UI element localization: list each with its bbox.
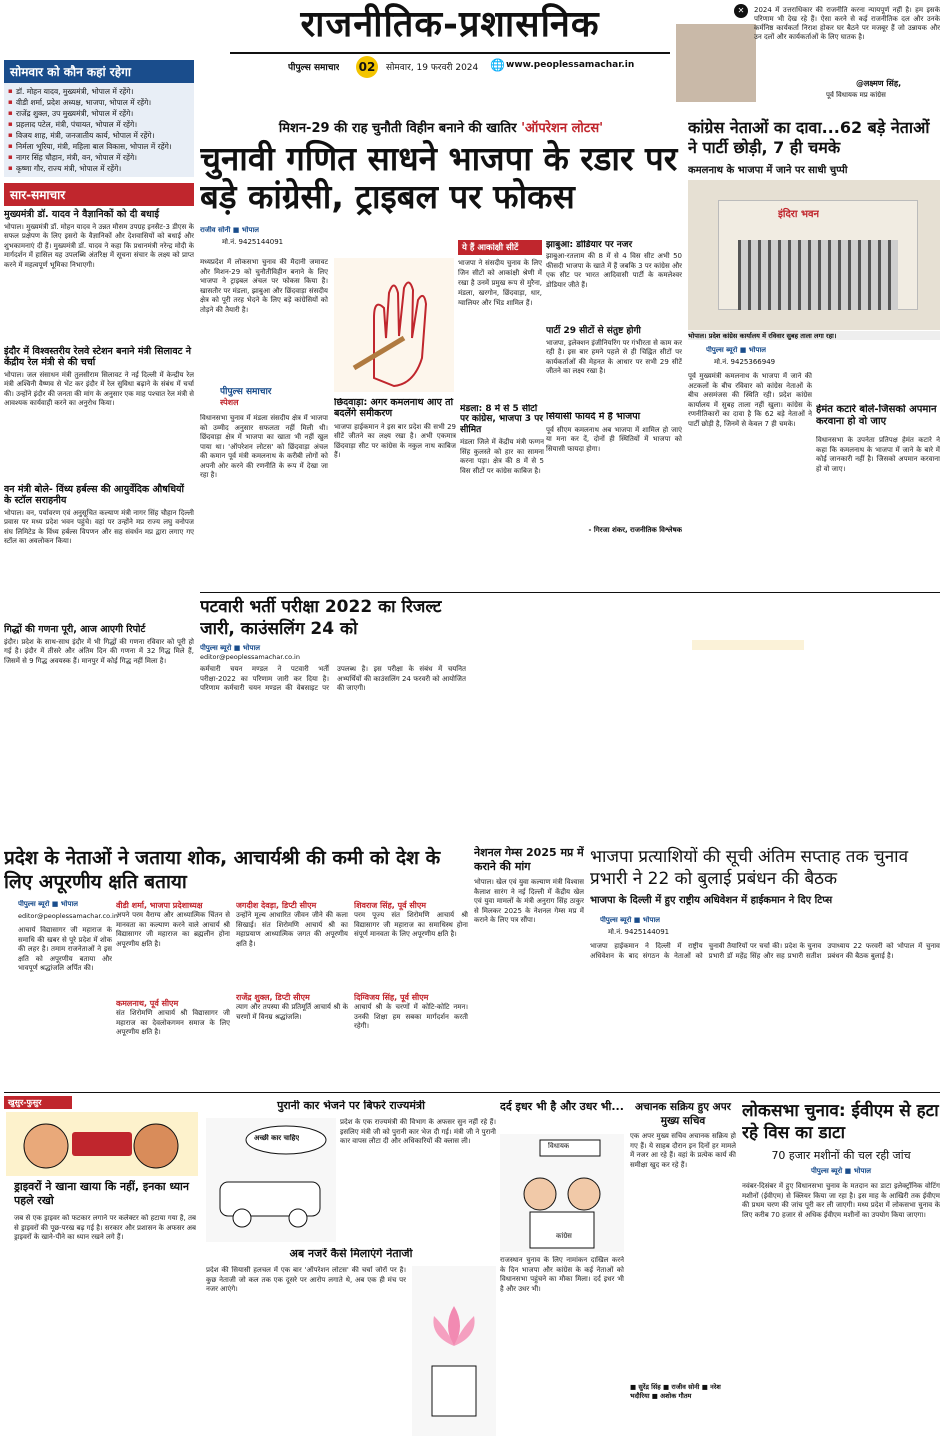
evm-story bbox=[742, 1100, 940, 1440]
leader-4 bbox=[354, 900, 468, 990]
special-tag bbox=[220, 384, 320, 408]
list-item: ▪ विजय शाह, मंत्री, जनजातीय कार्य, भोपाल में रहेंगे। bbox=[8, 130, 190, 141]
sar-title-4: गिद्धों की गणना पूरी, आज आएगी रिपोर्ट bbox=[4, 623, 146, 635]
congress-story bbox=[688, 118, 940, 590]
shok-email: editor@peoplessamachar.co.in bbox=[18, 912, 118, 920]
rajyamantri-story bbox=[206, 1100, 496, 1440]
sar-text-2: भोपाल। जल संसाधन मंत्री तुलसीराम सिलावट ने नई दिल्ली में केन्द्रीय रेल मंत्री अश्विनी वैष्णव से भेंट कर इंदौर में रेल सुविधा बढ़ाने के संबंध में चर्चा की। उन्होंने इंदौर की जनता की मांग के अनुसार एक माह पश्चात रेल मंत्री से आवश्यक कार्यवाही करने का अनुरोध किया। bbox=[4, 370, 194, 408]
date: सोमवार, 19 फरवरी 2024 bbox=[386, 63, 479, 73]
website[interactable]: www.peoplessamachar.in bbox=[506, 60, 635, 70]
leader-name: शिवराज सिंह, पूर्व सीएम bbox=[354, 901, 427, 910]
lotus-cartoon-icon bbox=[412, 1266, 496, 1436]
mandla-title: मंडला: 8 में से 5 सीटों पर कांग्रेस, भाजपा 3 पर सीमित bbox=[460, 404, 543, 435]
portrait-photo bbox=[676, 24, 756, 102]
leader-2 bbox=[236, 900, 348, 990]
list-item: ▪ डॉ. मोहन यादव, मुख्यमंत्री, भोपाल में रहेंगे। bbox=[8, 86, 190, 97]
sar-header: सार-समाचार bbox=[4, 183, 194, 206]
list-item: ▪ निर्मला भूरिया, मंत्री, महिला बाल विकास, भोपाल में रहेंगे। bbox=[8, 141, 190, 152]
bjp-list-headline: भाजपा प्रत्याशियों की सूची अंतिम सप्ताह तक चुनाव प्रभारी ने 22 को बुलाई प्रबंधन की बैठक bbox=[590, 847, 909, 889]
bjp-list-sub: भाजपा के दिल्ली में हुए राष्ट्रीय अधिवेशन में हाईकमान ने दिए टिप्स bbox=[590, 895, 833, 906]
sar-title-3: वन मंत्री बोले- विंध्य हर्बल्स की आयुर्वेदिक औषधियों के स्टॉल सराहनीय bbox=[4, 483, 185, 506]
patwari-story bbox=[200, 596, 466, 840]
leader-name: राजेंद्र शुक्ल, डिप्टी सीएम bbox=[236, 993, 310, 1002]
lead-text-2: विधानसभा चुनाव में मंडला संसदीय क्षेत्र में भाजपा को उम्मीद अनुसार सफलता नहीं मिली थी। छिंदवाड़ा क्षेत्र में भाजपा का खाता भी नहीं खुल पाया था। 'ऑपरेशन लोटस' को छिंदवाड़ा अंचल की कमान पूर्व मंत्री कमलनाथ के करीबी लोगों को अपनी ओर करने की रणनीति के रूप में देखा जा रहा है। bbox=[200, 414, 328, 479]
bubble-text: अच्छी कार चाहिए bbox=[254, 1134, 300, 1142]
hemant-title: हेमंत कटारे बोले-जिसको अपमान करवाना हो वो जाए bbox=[816, 404, 937, 427]
lotus-cartoon bbox=[412, 1266, 496, 1436]
masthead bbox=[230, 2, 670, 102]
congress-sign: कांग्रेस bbox=[556, 1232, 572, 1240]
congress-caption: भोपाल। प्रदेश कांग्रेस कार्यालय में रविवार सुबह ताला लगा रहा। bbox=[688, 331, 940, 340]
najre-text: प्रदेश की सियासी हलचल में एक बार 'ऑपरेशन लोटस' की चर्चा जोरों पर है। कुछ नेताजी जो कल तक एक दूसरे पर आरोप लगाते थे, अब एक ही मंच पर नजर आएंगे। bbox=[206, 1266, 406, 1293]
leader-6 bbox=[116, 998, 230, 1086]
fayde-block bbox=[546, 412, 682, 588]
table-cell bbox=[748, 662, 804, 664]
leader-text: अपने परम वैराग्य और आध्यात्मिक चिंतन से मानवता का कल्याण करने वाले आचार्य श्री विद्यासागर जी महाराज का ब्रह्मलीन होना अपूरणीय क्षति है। bbox=[116, 911, 230, 948]
dard-story bbox=[500, 1100, 624, 1440]
patwari-email: editor@peoplessamachar.co.in bbox=[200, 653, 300, 661]
congress-text-right bbox=[816, 346, 940, 406]
khusur-text: जब से एक ड्राइवर को फटकार लगाने पर कलेक्टर को हटाया गया है, तब से ड्राइवरों की पूछ-परख बढ़ गई है। सरकार और प्रशासन के अफसर अब ड्राइवरों के खाने-पीने का ध्यान रखने लगे हैं। bbox=[14, 1214, 196, 1241]
zimmedar-text bbox=[810, 643, 940, 793]
aakanksha-text: भाजपा ने संसदीय चुनाव के लिए जिन सीटों को आकांक्षी श्रेणी में रखा है उनमें प्रमुख रूप से मुरैना, मंडला, खरगोन, छिंदवाड़ा, धार, ग्वालियर और भिंड शामिल हैं। bbox=[458, 259, 542, 307]
khusur-label: खुसुर-फुसुर bbox=[4, 1096, 72, 1109]
shok-text: आचार्य विद्यासागर जी महाराज के समाधि की खबर से पूरे प्रदेश में शोक की लहर है। तमाम राजनेताओं ने इस क्षति को अपूरणीय बताया और भावपूर्ण श्रद्धांजलि अर्पित की। bbox=[18, 926, 112, 972]
bjp-list-text: भाजपा हाईकमान ने दिल्ली में राष्ट्रीय अधिवेशन के बाद संगठन के नेताओं को चुनावी तैयारियों पर चर्चा की। प्रदेश के चुनाव प्रभारी डॉ महेंद्र सिंह और सह प्रभारी सतीश उपाध्याय 22 फरवरी को भोपाल में चुनाव प्रबंधन की बैठक बुलाई है। bbox=[590, 942, 940, 960]
patwari-text: कर्मचारी चयन मण्डल ने पटवारी भर्ती परीक्षा-2022 का परिणाम जारी कर दिया है। परिणाम कर्मचारी चयन मण्डल की वेबसाइट पर उपलब्ध है। इस परीक्षा के संबंध में चयनित अभ्यर्थियों की काउंसलिंग 24 फरवरी को आयोजित की जाएगी। bbox=[200, 665, 466, 692]
fayde-author: - गिरजा शंकर, राजनीतिक विश्लेषक bbox=[588, 525, 682, 534]
dard-text: राजस्थान चुनाव के लिए नामांकन दाखिल करने के दिन भाजपा और कांग्रेस के कई नेताओं को विधानसभा पहुंचने का मौका मिला। दर्द इधर भी है और उधर भी। bbox=[500, 1256, 624, 1293]
rajyamantri-headline: पुरानी कार भेजने पर बिफरे राज्यमंत्री bbox=[277, 1100, 425, 1112]
santusht-title: पार्टी 29 सीटों से संतुष्ट होगी bbox=[546, 326, 641, 337]
evm-byline: पीपुल्स ब्यूरो ■ भोपाल bbox=[810, 1167, 871, 1175]
list-item: ▪ वीडी शर्मा, प्रदेश अध्यक्ष, भाजपा, भोपाल में रहेंगे। bbox=[8, 97, 190, 108]
globe-icon: 🌐 bbox=[490, 58, 505, 72]
table-cell bbox=[692, 648, 748, 650]
leader-text: उन्होंने मूल्य आधारित जीवन जीने की कला सिखाई। संत शिरोमणि आचार्य श्री का महाप्रयाण आध्यात्मिक जगत की अपूरणीय क्षति है। bbox=[236, 911, 348, 948]
sar-text-3: भोपाल। वन, पर्यावरण एवं अनुसूचित कल्याण मंत्री नागर सिंह चौहान दिल्ली प्रवास पर मध्य प्रदेश भवन पहुंचे। वहां पर उन्होंने मप्र राज्य लघु वनोपज संघ लिमिटेड के विंध्य हर्बल्स विपणन और सह संवर्धन मप्र द्वारा लगाए गए स्टॉल का अवलोकन किया। bbox=[4, 508, 194, 546]
congress-text: पूर्व मुख्यमंत्री कमलनाथ के भाजपा में जाने की अटकलों के बीच रविवार को कांग्रेस नेताओं के बीच असमंजस की स्थिति रही। प्रदेश कांग्रेस कार्यालय में सुबह ताला नहीं खुला। कांग्रेस के रणनीतिकारों का दावा है कि 62 बड़े नेताओं ने पार्टी छोड़ी है, जिनमें से केवल 7 ही चमके। bbox=[688, 372, 812, 428]
games-text: भोपाल। खेल एवं युवा कल्याण मंत्री विश्वास कैलाश सारंग ने नई दिल्ली में केंद्रीय खेल एवं युवा मामलों के मंत्री अनुराग सिंह ठाकुर से मिलकर 2025 के नेशनल गेम्स मप्र में कराने के लिए पत्र सौंपा। bbox=[474, 878, 584, 924]
sachiv-headline: अचानक सक्रिय हुए अपर मुख्य सचिव bbox=[635, 1101, 731, 1127]
games-headline: नेशनल गेम्स 2025 मप्र में कराने की मांग bbox=[474, 846, 584, 873]
leader-name: कमलनाथ, पूर्व सीएम bbox=[116, 999, 179, 1008]
bjp-list-phone: मो.नं. 9425144091 bbox=[608, 928, 670, 936]
sar-text-4: इंदौर। प्रदेश के साथ-साथ इंदौर में भी गिद्धों की गणना रविवार को पूरी हो गई है। इंदौर में तीसरे और अंतिम दिन की गणना में 32 गिद्ध मिले हैं, जिसमें से 9 गिद्ध अवयस्क हैं। मानपुर में कोई गिद्ध नहीं मिला है। bbox=[4, 637, 194, 665]
najre-headline: अब नजरें कैसे मिलाएंगे नेताजी bbox=[289, 1248, 413, 1260]
congress-headline: कांग्रेस नेताओं का दावा...62 बड़े नेताओं ने पार्टी छोड़ी, 7 ही चमके bbox=[688, 118, 930, 157]
cartoon-faces-icon bbox=[6, 1112, 198, 1176]
bjp-list-byline: पीपुल्स ब्यूरो ■ भोपाल bbox=[600, 916, 661, 924]
building-sign: इंदिरा भवन bbox=[778, 209, 820, 220]
mandla-block bbox=[460, 404, 544, 588]
rules-table bbox=[692, 640, 804, 650]
sachiv-story bbox=[630, 1100, 736, 1440]
hand-lotus-icon bbox=[334, 258, 454, 392]
fayde-title: सियासी फायदे में है भाजपा bbox=[546, 412, 641, 422]
leader-name: दिग्विजय सिंह, पूर्व सीएम bbox=[354, 993, 429, 1002]
car-cartoon bbox=[206, 1118, 336, 1242]
left-sidebar bbox=[4, 60, 194, 800]
who-where-header: सोमवार को कौन कहां रहेगा bbox=[4, 60, 194, 83]
top5-table bbox=[692, 654, 804, 664]
rajyamantri-text: प्रदेश के एक राज्यमंत्री की विभाग के अफसर सुन नहीं रहे हैं। इसलिए मंत्री जी को पुरानी कार भेज दी गई। मंत्री जी ने पुरानी कार वापस लौटा दी और अधिकारियों की क्लास ली। bbox=[340, 1118, 496, 1145]
leader-text: परम पूज्य संत शिरोमणि आचार्य श्री विद्यासागर जी महाराज का समाधिस्थ होना संपूर्ण मानवता के लिए अपूरणीय क्षति है। bbox=[354, 911, 468, 938]
list-item: ▪ राजेंद्र शुक्ल, उप मुख्यमंत्री, भोपाल में रहेंगे। bbox=[8, 108, 190, 119]
congress-phone: मो.नं. 9425366949 bbox=[714, 358, 776, 366]
sar-text-1: भोपाल। मुख्यमंत्री डॉ. मोहन यादव ने उन्नत मौसम उपग्रह इनसैट-3 डीएस के सफल प्रक्षेपण के लिए इसरो के वैज्ञानिकों और देशवासियों को बधाई और शुभकामनाएं दी हैं। मुख्यमंत्री डॉ. यादव ने कहा कि प्रधानमंत्री नरेन्द्र मोदी के मार्गदर्शन में हासिल यह उपलब्धि अंतरिक्ष में सूचना संचार के लक्ष्य को प्राप्त करने में महत्वपूर्ण भूमिका निभाएगी। bbox=[4, 222, 194, 269]
special-sub: स्पेशल bbox=[220, 398, 239, 407]
divider bbox=[4, 1092, 940, 1093]
leader-text: संत शिरोमणि आचार्य श्री विद्यासागर जी महाराज का देवलोकगमन समाज के लिए अपूरणीय क्षति है। bbox=[116, 1009, 230, 1036]
lead-headline: चुनावी गणित साधने भाजपा के रडार पर बड़े कांग्रेसी, ट्राइबल पर फोकस bbox=[200, 139, 678, 216]
aakanksha-box bbox=[458, 240, 542, 400]
leader-text: त्याग और तपस्या की प्रतिमूर्ति आचार्य श्री के चरणों में विनम्र श्रद्धांजलि। bbox=[236, 1003, 348, 1021]
lead-kicker: मिशन-29 की राह चुनौती विहीन बनाने की खातिर bbox=[278, 121, 517, 136]
shok-story bbox=[4, 846, 468, 1088]
hemant-text: विधानसभा के उपनेता प्रतिपक्ष हेमंत कटारे ने कहा कि कमलनाथ के भाजपा में जाने के बारे में कोई जानकारी नहीं है। जिसको अपमान करवाना हो वो जाए। bbox=[816, 436, 940, 473]
chhindwara-text: भाजपा हाईकमान ने इस बार प्रदेश की सभी 29 सीटें जीतने का लक्ष्य रखा है। अभी एकमात्र छिंदवाड़ा सीट पर कांग्रेस के नकुल नाथ काबिज हैं। bbox=[334, 422, 456, 460]
divider bbox=[200, 592, 940, 593]
leader-name: वीडी शर्मा, भाजपा प्रदेशाध्यक्ष bbox=[116, 901, 203, 910]
patwari-byline: पीपुल्स ब्यूरो ■ भोपाल bbox=[200, 644, 261, 652]
lead-story bbox=[200, 118, 682, 590]
table-cell bbox=[692, 662, 748, 664]
bjp-list-story bbox=[590, 846, 940, 1088]
dard-bubble: विधायक bbox=[548, 1142, 570, 1150]
santusht-text: भाजपा, इलेक्शन इंजीनियरिंग पर गंभीरता से काम कर रही है। इस बार हमने पहले से ही चिह्नित सीटों पर कार्यकर्ताओं की मेहनत के आधार पर सभी 29 सीटें जीतने का लक्ष्य रखा है। bbox=[546, 338, 682, 376]
quote-name: @लक्ष्मण सिंह, bbox=[856, 79, 902, 88]
jhabua-title: झाबुआ: डोडियार पर नजर bbox=[546, 240, 633, 250]
leader-1 bbox=[116, 900, 230, 996]
evm-text: नवंबर-दिसंबर में हुए विधानसभा चुनाव के मतदान का डाटा इलेक्ट्रॉनिक वोटिंग मशीनों (ईवीएम) से क्लियर किया जा रहा है। इस माह के आखिरी तक ईवीएम की प्रथम चरण की जांच पूरी कर ली जाएगी। मध्य प्रदेश में लोकसभा चुनाव के लिए करीब 70 हजार से अधिक ईवीएम मशीनों का उपयोग किया जाएगा। bbox=[742, 1182, 940, 1219]
list-item: ▪ प्रहलाद पटेल, मंत्री, पंचायत, भोपाल में रहेंगे। bbox=[8, 119, 190, 130]
jhabua-block bbox=[546, 240, 682, 408]
patwari-headline: पटवारी भर्ती परीक्षा 2022 का रिजल्ट जारी, काउंसलिंग 24 को bbox=[200, 597, 442, 639]
zimmedar-box bbox=[810, 640, 940, 840]
khusur-headline: ड्राइवरों ने खाना खाया कि नहीं, इनका ध्यान पहले रखो bbox=[14, 1180, 189, 1207]
sar-title-1: मुख्यमंत्री डॉ. यादव ने वैज्ञानिकों को दी बधाई bbox=[4, 209, 159, 220]
quote-title: पूर्व विधायक मप्र कांग्रेस bbox=[826, 91, 886, 99]
quote-mark-icon: ✕ bbox=[734, 4, 748, 18]
leader-name: जगदीश देवड़ा, डिप्टी सीएम bbox=[236, 901, 317, 910]
dard-headline: दर्द इधर भी है और उधर भी... bbox=[500, 1100, 624, 1113]
shok-headline: प्रदेश के नेताओं ने जताया शोक, आचार्यश्री की कमी को देश के लिए अपूरणीय क्षति बताया bbox=[4, 847, 441, 893]
lead-text-1: मध्यप्रदेश में लोकसभा चुनाव की मैदानी जमावट और मिशन-29 को चुनौतीविहीन बनाने के लिए भाजपा ने ट्राइबल अंचल पर फोकस किया है। खासतौर पर मंडला, झाबुआ और छिंदवाड़ा संसदीय क्षेत्र को पूरी तरह भेदने के लिए बड़े कांग्रेसियों को तोड़ने की तैयारी है। bbox=[200, 258, 328, 314]
shok-byline: पीपुल्स ब्यूरो ■ भोपाल bbox=[18, 900, 79, 908]
who-where-list bbox=[4, 83, 194, 177]
evm-headline: लोकसभा चुनाव: ईवीएम से हटा रहे विस का डाटा bbox=[742, 1101, 939, 1143]
aakanksha-head: ये हैं आकांक्षी सीटें bbox=[458, 240, 542, 255]
chhindwara-block bbox=[334, 398, 456, 588]
congress-byline: पीपुल्स ब्यूरो ■ भोपाल bbox=[706, 346, 767, 354]
nikay-story bbox=[472, 600, 940, 844]
table-cell bbox=[748, 648, 804, 650]
sar-title-2: इंदौर में विश्वस्तरीय रेलवे स्टेशन बनाने मंत्री सिलावट ने केंद्रीय रेल मंत्री से की चर्चा bbox=[4, 345, 191, 368]
leader-3 bbox=[236, 992, 348, 1086]
page-number: 02 bbox=[356, 56, 378, 78]
quote-box bbox=[676, 4, 940, 104]
khusur-story bbox=[4, 1096, 200, 1440]
quote-text: 2024 में उत्तराधिकार की राजनीति करना न्यायपूर्ण नहीं है। हम इसके परिणाम भी देख रहे हैं। ऐसा करने से कई राजनीतिक दल और उनके कर्मनिष्ठ कार्यकर्ता निराश होकर घर बैठने पर मजबूर हैं जो उन्नायक और उन दलों और कार्यकर्ताओं के लिए घातक है। bbox=[754, 6, 940, 41]
leader-text: आचार्य श्री के चरणों में कोटि-कोटि नमन। उनकी शिक्षा हम सबका मार्गदर्शन करती रहेगी। bbox=[354, 1003, 468, 1030]
lead-reporter: राजीव सोनी ■ भोपाल bbox=[200, 226, 260, 234]
nikay-text bbox=[472, 664, 686, 842]
list-item: ▪ नागर सिंह चौहान, मंत्री, वन, भोपाल में रहेंगे। bbox=[8, 152, 190, 163]
cartoon-illustration bbox=[6, 1112, 198, 1176]
congress-office-photo bbox=[688, 180, 940, 330]
mandla-text: मंडला जिले में केंद्रीय मंत्री फग्गन सिंह कुलस्ते को हार का सामना करना पड़ा। क्षेत्र की 8 में से 5 विस सीटों पर कांग्रेस काबिज है। bbox=[460, 438, 544, 475]
games-story bbox=[474, 846, 584, 1088]
lead-kicker-tag: 'ऑपरेशन लोटस' bbox=[521, 121, 604, 136]
special-label: पीपुल्स समाचार bbox=[220, 387, 272, 397]
rules-box bbox=[692, 640, 804, 840]
sachiv-credits: ■ सुरेंद्र सिंह ■ राजीव सोनी ■ नरेश भदौरिया ■ अशोक गौतम bbox=[630, 1383, 721, 1400]
list-item: ▪ कृष्णा गौर, राज्य मंत्री, भोपाल में रहेंगे। bbox=[8, 163, 190, 174]
chhindwara-title: छिंदवाड़ा: अगर कमलनाथ आए तो बदलेंगे समीकरण bbox=[334, 398, 454, 419]
congress-sub: कमलनाथ के भाजपा में जाने पर साधी चुप्पी bbox=[688, 165, 848, 176]
fayde-text: पूर्व सीएम कमलनाथ अब भाजपा में शामिल हो जाएं या मना कर दें, दोनों ही स्थितियों में भाजपा को सियासी फायदा होगा। bbox=[546, 425, 682, 453]
paper-name: पीपुल्स समाचार bbox=[288, 63, 340, 73]
section-title: राजनीतिक-प्रशासनिक bbox=[300, 3, 600, 45]
lotus-illustration bbox=[334, 258, 454, 392]
leader-5 bbox=[354, 992, 468, 1086]
jhabua-text: झाबुआ-रतलाम की 8 में से 4 विस सीट अभी 50 फीसदी भाजपा के खाते में हैं जबकि 3 पर कांग्रेस और एक सीट पर भारत आदिवासी पार्टी के कमलेश्वर डोडियार जीते हैं। bbox=[546, 252, 682, 289]
evm-sub: 70 हजार मशीनों की चल रही जांच bbox=[771, 1149, 911, 1162]
lead-phone: मो.नं. 9425144091 bbox=[222, 238, 284, 246]
sachiv-text: एक अपर मुख्य सचिव अचानक सक्रिय हो गए हैं। ये साहब दौरान इन दिनों हर मामले में नजर आ रहे हैं। वहां के प्रत्येक कार्य की समीक्षा खुद कर रहे हैं। bbox=[630, 1132, 736, 1169]
